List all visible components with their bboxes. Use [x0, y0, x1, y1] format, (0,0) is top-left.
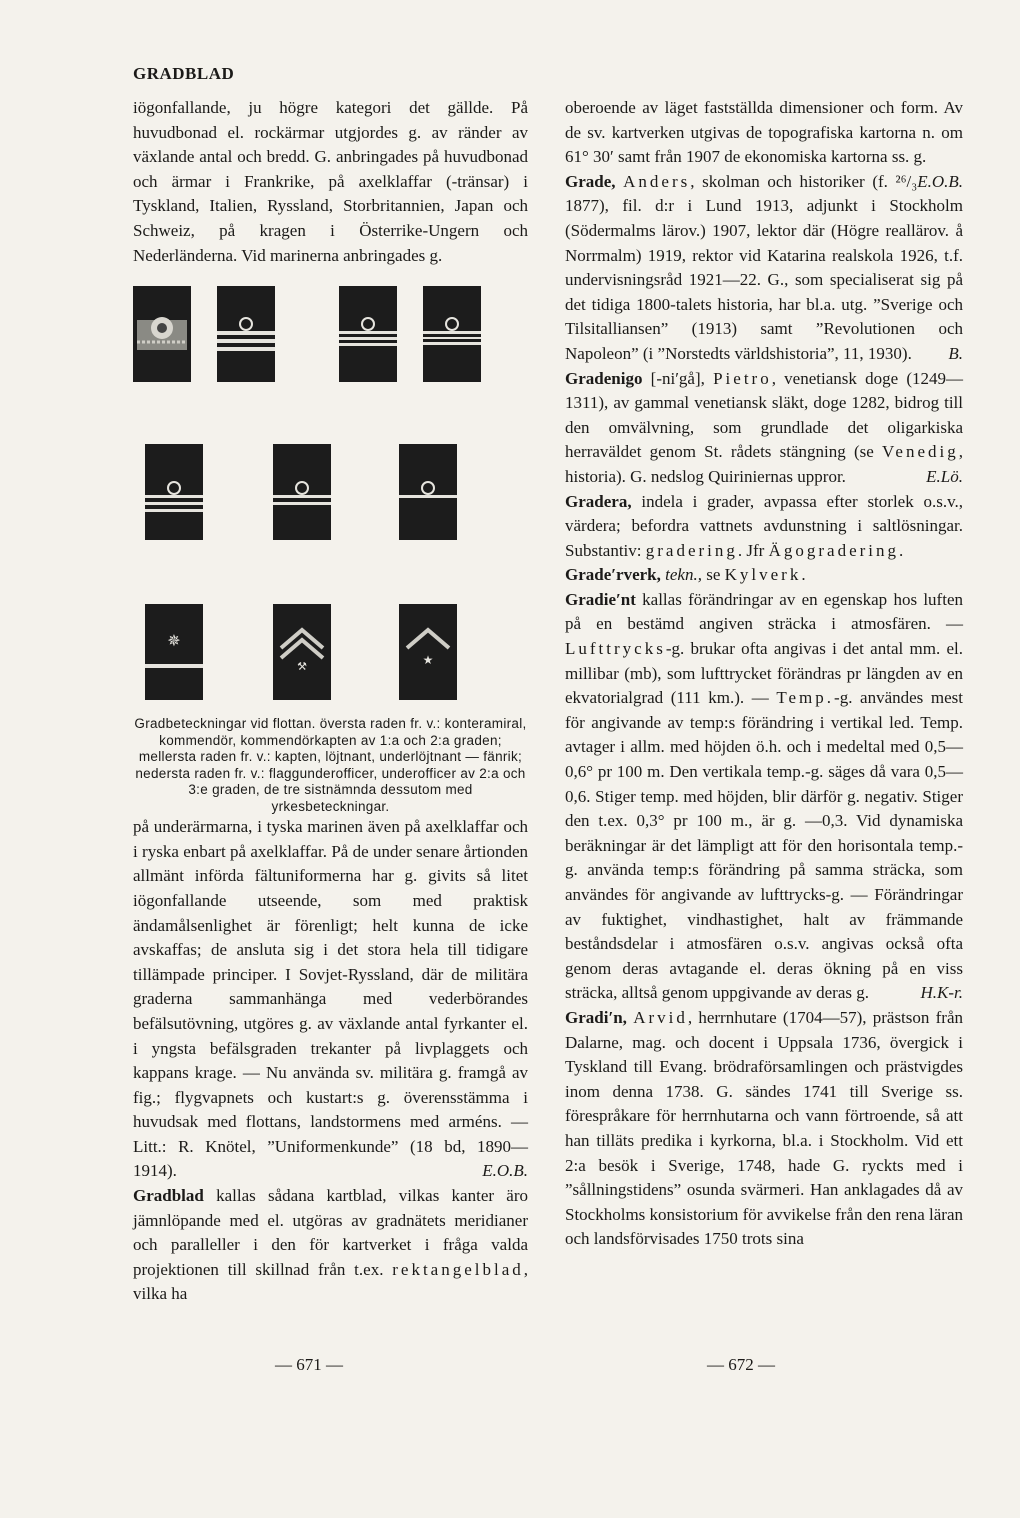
headword: Gradenigo — [565, 368, 643, 388]
spaced-term: rektangelblad — [392, 1259, 524, 1279]
left-paragraph-2 — [133, 815, 528, 1184]
entry-grade — [565, 170, 963, 367]
headword: Grade′rverk, — [565, 565, 661, 585]
entry-text: , vilka ha — [133, 1259, 528, 1304]
entry-text: , historia). G. nedslog Quiriniernas uppror. — [565, 442, 963, 486]
entry-gradin — [565, 1006, 963, 1252]
entry-text: kallas sådana kartblad, vilkas kanter äro jämnlöpande med el. utgöras av gradnätets meridianer och paralleller i den för kartverket i fråga valda projektionen till skillnad från t.ex. — [133, 1186, 528, 1279]
insignia-underofficer-2 — [273, 604, 331, 700]
left-paragraph-2-text: på underärmarna, i tyska marinen även på axelklaffar och i ryska enbart på axelklaffar. På de under senare årtionden allmänt införda fältuniformerna har g. givits så litet iögonfallande utseende, som med praktisk ändamålsenlighet är förenligt; helt kunna de icke avskaffas; de ansluta sig i det stora hela till tidigare tillämpade principer. I Sovjet-Ryssland, där de militära graderna sammanhänga med vederbörandes befälsutövning, utgöres g. av växlande antal fyrkanter el. i yngsta befälsgraden trekanter på livplaggets och kappans krage. — Nu använda sv. militära g. framgå av fig.; flygvapnets och kustart:s g. överensstämma i huvudsak med flottans, landstormens med arméns. — Litt.: R. Knötel, ”Uniformenkunde” (18 bd, 1890—1914). — [133, 817, 528, 1181]
entry-graderverk — [565, 563, 963, 588]
cross-reference: Venedig — [882, 442, 959, 462]
insignia-underlojtnant — [399, 444, 457, 540]
spaced-term: Temp. — [776, 688, 835, 708]
page-number-left: — 671 — — [275, 1355, 343, 1374]
entry-text: , skolman och historiker (f. ²⁶/₃ 1877), fil. d:r i Lund 1913, adjunkt i Stockholm (Södermalms lärov.) 1907, lektor där (Högre reallärov. å Norrmalm) 1919, rektor vid Katarina realskola 1926, t.f. undervisningsråd 1921—22. G., som specialiserat sig på det tidiga 1800-talets historia, har bl.a. utg. ”Sverige och Tilsitalliansen” (1913) samt ”Revolutionen och Napoleon” (i ”Norstedts världshistoria”, 11, 1930). — [565, 171, 963, 363]
entry-gradblad — [133, 1184, 528, 1307]
entry-gradenigo — [565, 367, 963, 490]
figure-caption: Gradbeteckningar vid flottan. översta raden fr. v.: konteramiral, kommendör, kommendörkapten av 1:a och 2:a graden; mellersta raden fr. v.: kapten, löjtnant, underlöjtnant — fänrik; nedersta raden fr. v.: flaggunderofficer, underofficer av 2:a och 3:e graden, de tre sistnämnda dessutom med yrkesbeteckningar. — [134, 716, 527, 814]
field-label: tekn., — [660, 565, 702, 585]
left-paragraph-1: iögonfallande, ju högre kategori det gällde. På huvudbonad el. rockärmar utgjordes g. av ränder av växlande antal och bredd. G. anbringades på huvudbonad och ärmar i Frankrike, på axelklaffar (-tränsar) i Tyskland, Italien, Ryssland, Storbritannien, Japan och Schweiz, på kragen i Österrike-Ungern och Nederländerna. Vid marinerna anbringades g. — [133, 98, 528, 265]
entry-text: oberoende av läget fastställda dimensioner och form. Av de sv. kartverken utgivas de topografiska kartorna n. om 61° 30′ samt från 1907 de ekonomiska kartorna ss. g. — [565, 98, 963, 167]
insignia-flaggunderofficer — [145, 604, 203, 700]
svg-text:★: ★ — [422, 653, 434, 668]
insignia-underofficer-3 — [399, 604, 457, 700]
insignia-kapten — [145, 444, 203, 540]
insignia-kommendorkapten-2 — [423, 286, 481, 382]
right-column — [565, 96, 963, 1252]
spaced-term: Lufttrycks — [565, 639, 666, 659]
headword: Gradera, — [565, 491, 632, 511]
rank-insignia-figure — [133, 276, 528, 716]
cross-reference: Kylverk — [724, 565, 802, 585]
entry-text: -g. användes mest för angivande av temp:s förändring i vertikal led. Temp. avtager i allm. med höjden ö.h. och i medeltal med 0,5—0,6° pr 100 m. Den vertikala temp.-g. säges då vara 0,5—0,6. Stiger temp. med höjden, blir därför g. negativ. Stiger den t.ex. 0,3° pr 100 m., är g. —0,3. Vid dynamiska beräkningar är det lämpligt att för den horisontala temp.-g. använda temp:s förändring på samma sträcka, som användes för angivande av lufttrycks-g. — Förändringar av fuktighet, vindhastighet, halt av främmande beståndsdelar i atmosfären o.s.v. angivas också ofta genom deras avtagande el. deras ökning på en viss sträcka, alltså genom uppgivande av deras g. — [565, 688, 963, 1003]
entry-text: , venetiansk doge (1249—1311), av gammal venetiansk släkt, doge 1282, bidrog till den omvälvning, som grundlade det oligarkiska herraväldet genom St. rådets stängning (se — [565, 368, 963, 462]
spaced-name: Arvid — [633, 1007, 688, 1027]
entry-text: . — [801, 565, 806, 585]
cross-reference: Ägogradering — [768, 540, 900, 560]
spaced-term: gradering — [645, 540, 738, 560]
signature: E.O.B. — [917, 171, 963, 191]
svg-text:⚒: ⚒ — [297, 660, 307, 674]
entry-text: , herrnhutare (1704—57), prästson från Dalarne, mag. och docent i Uppsala 1736, övergick i Tyskland till Evang. brödraförsamlingen och prästvigdes inom denna 1738. G. sändes 1741 till Sverige ss. förespråkare för herrnhutarna och vann förtroende, så att han tilläts predika i kyrkorna, bl.a. i Stockholm. Vid ett 2:a besök i Sverige, 1748, hade G. ryckts med i ”sållningstidens” osunda svärmeri. Han anklagades då av Stockholms konsistorium för avvikelse från den rena läran och landsförvisades 1750 trots sina — [565, 1007, 964, 1249]
signature: E.O.B. — [482, 1161, 528, 1181]
headword: Gradi′n, — [565, 1007, 627, 1027]
entry-text: . Jfr — [737, 540, 769, 560]
left-column — [133, 96, 528, 1307]
headword: Gradblad — [133, 1186, 204, 1206]
entry-text: -g. brukar ofta angivas i det antal mm. el. millibar (mb), som lufttrycket förändras pr längden av en ekvatorialgrad (111 km.). — — [565, 639, 963, 708]
insignia-lojtnant — [273, 444, 331, 540]
entry-text: se — [701, 565, 725, 585]
insignia-kommendorkapten-1 — [339, 286, 397, 382]
entry-gradera — [565, 490, 963, 564]
insignia-kommendor — [217, 286, 275, 382]
entry-text: . — [899, 540, 904, 560]
svg-text:✵: ✵ — [167, 631, 181, 651]
pronunciation: [-ni′gå], — [642, 368, 714, 388]
signature: B. — [948, 343, 963, 363]
entry-text: kallas förändringar av en egenskap hos luften på en bestämd angiven sträcka i atmosfären. — — [565, 589, 963, 634]
headword: Grade, — [565, 171, 616, 191]
headword: Gradie′nt — [565, 589, 636, 609]
entry-gradient — [565, 588, 963, 1006]
entry-text: indela i grader, avpassa efter storlek o.s.v., värdera; befordra vattnets avdunstning i saltlösningar. Substantiv: — [565, 491, 963, 560]
insignia-konteramiral — [133, 286, 191, 382]
spaced-name: Anders — [623, 171, 691, 191]
running-head: GRADBLAD — [133, 64, 235, 83]
signature: E.Lö. — [926, 466, 963, 486]
page-number-right: — 672 — — [707, 1355, 775, 1374]
spaced-name: Pietro — [713, 368, 772, 388]
signature: H.K-r. — [920, 983, 963, 1003]
